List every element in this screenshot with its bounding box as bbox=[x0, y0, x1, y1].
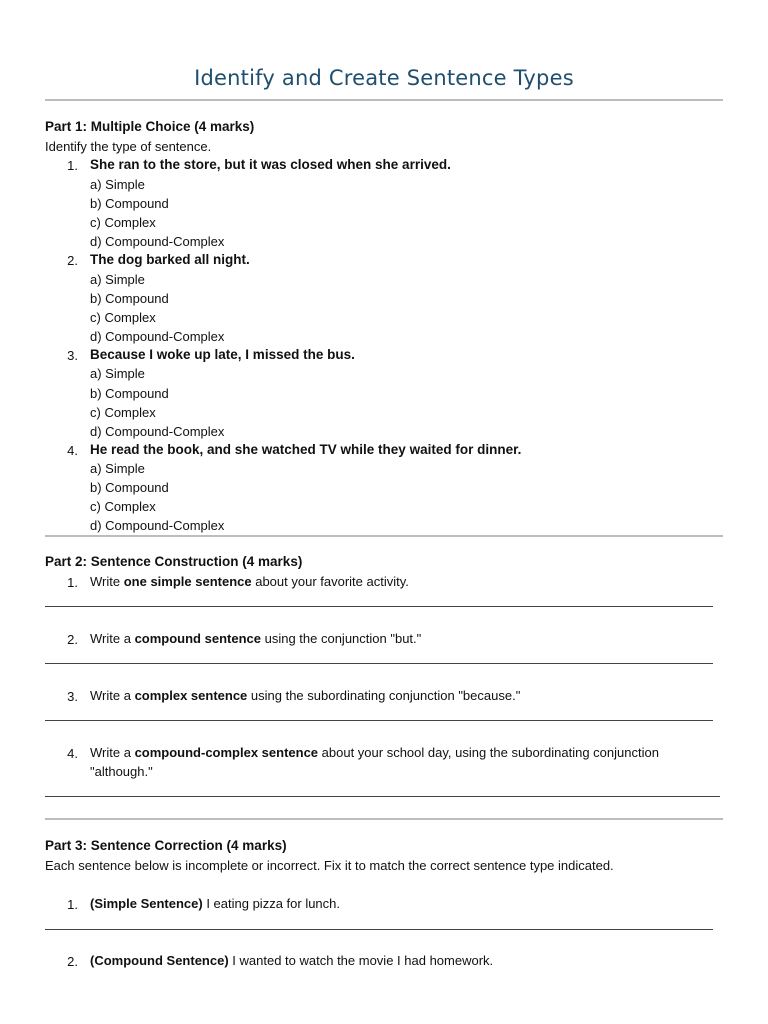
option-c[interactable]: c) Complex bbox=[90, 499, 156, 514]
item-number: 1. bbox=[67, 897, 78, 912]
question-number: 2. bbox=[67, 253, 78, 268]
part3-instruction: Each sentence below is incomplete or incorrect. Fix it to match the correct sentence type indicated. bbox=[45, 858, 614, 873]
construction-prompt: Write one simple sentence about your favorite activity. bbox=[90, 574, 409, 589]
answer-line[interactable] bbox=[45, 663, 713, 664]
option-c[interactable]: c) Complex bbox=[90, 215, 156, 230]
option-b[interactable]: b) Compound bbox=[90, 386, 169, 401]
option-b[interactable]: b) Compound bbox=[90, 480, 169, 495]
correction-item: (Compound Sentence) I wanted to watch the movie I had homework. bbox=[90, 953, 494, 968]
question-number: 4. bbox=[67, 443, 78, 458]
option-b[interactable]: b) Compound bbox=[90, 196, 169, 211]
part1-instruction: Identify the type of sentence. bbox=[45, 139, 212, 154]
part2-heading: Part 2: Sentence Construction (4 marks) bbox=[45, 554, 303, 569]
question-number: 1. bbox=[67, 158, 78, 173]
option-d[interactable]: d) Compound-Complex bbox=[90, 329, 225, 344]
part2-divider bbox=[45, 818, 723, 820]
question-text: She ran to the store, but it was closed when she arrived. bbox=[90, 157, 451, 172]
answer-line[interactable] bbox=[45, 720, 713, 721]
option-c[interactable]: c) Complex bbox=[90, 405, 156, 420]
correction-item: (Simple Sentence) I eating pizza for lunch. bbox=[90, 896, 341, 911]
part1-divider bbox=[45, 535, 723, 537]
question-text: He read the book, and she watched TV while they waited for dinner. bbox=[90, 442, 522, 457]
page-title: Identify and Create Sentence Types bbox=[194, 66, 574, 90]
option-a[interactable]: a) Simple bbox=[90, 366, 145, 381]
question-text: Because I woke up late, I missed the bus. bbox=[90, 347, 355, 362]
option-b[interactable]: b) Compound bbox=[90, 291, 169, 306]
item-number: 4. bbox=[67, 746, 78, 761]
option-a[interactable]: a) Simple bbox=[90, 272, 145, 287]
answer-line[interactable] bbox=[45, 929, 713, 930]
option-d[interactable]: d) Compound-Complex bbox=[90, 518, 225, 533]
question-number: 3. bbox=[67, 348, 78, 363]
construction-prompt: Write a complex sentence using the subordinating conjunction "because." bbox=[90, 688, 521, 703]
construction-prompt: Write a compound sentence using the conjunction "but." bbox=[90, 631, 422, 646]
option-d[interactable]: d) Compound-Complex bbox=[90, 234, 225, 249]
construction-prompt-continued: "although." bbox=[90, 764, 153, 779]
title-divider bbox=[45, 99, 723, 101]
option-a[interactable]: a) Simple bbox=[90, 461, 145, 476]
construction-prompt: Write a compound-complex sentence about your school day, using the subordinating conjunction bbox=[90, 745, 659, 760]
question-text: The dog barked all night. bbox=[90, 252, 250, 267]
option-d[interactable]: d) Compound-Complex bbox=[90, 424, 225, 439]
answer-line[interactable] bbox=[45, 606, 713, 607]
item-number: 3. bbox=[67, 689, 78, 704]
item-number: 1. bbox=[67, 575, 78, 590]
item-number: 2. bbox=[67, 954, 78, 969]
item-number: 2. bbox=[67, 632, 78, 647]
part3-heading: Part 3: Sentence Correction (4 marks) bbox=[45, 838, 287, 853]
answer-line[interactable] bbox=[45, 796, 720, 797]
option-a[interactable]: a) Simple bbox=[90, 177, 145, 192]
option-c[interactable]: c) Complex bbox=[90, 310, 156, 325]
part1-heading: Part 1: Multiple Choice (4 marks) bbox=[45, 119, 255, 134]
